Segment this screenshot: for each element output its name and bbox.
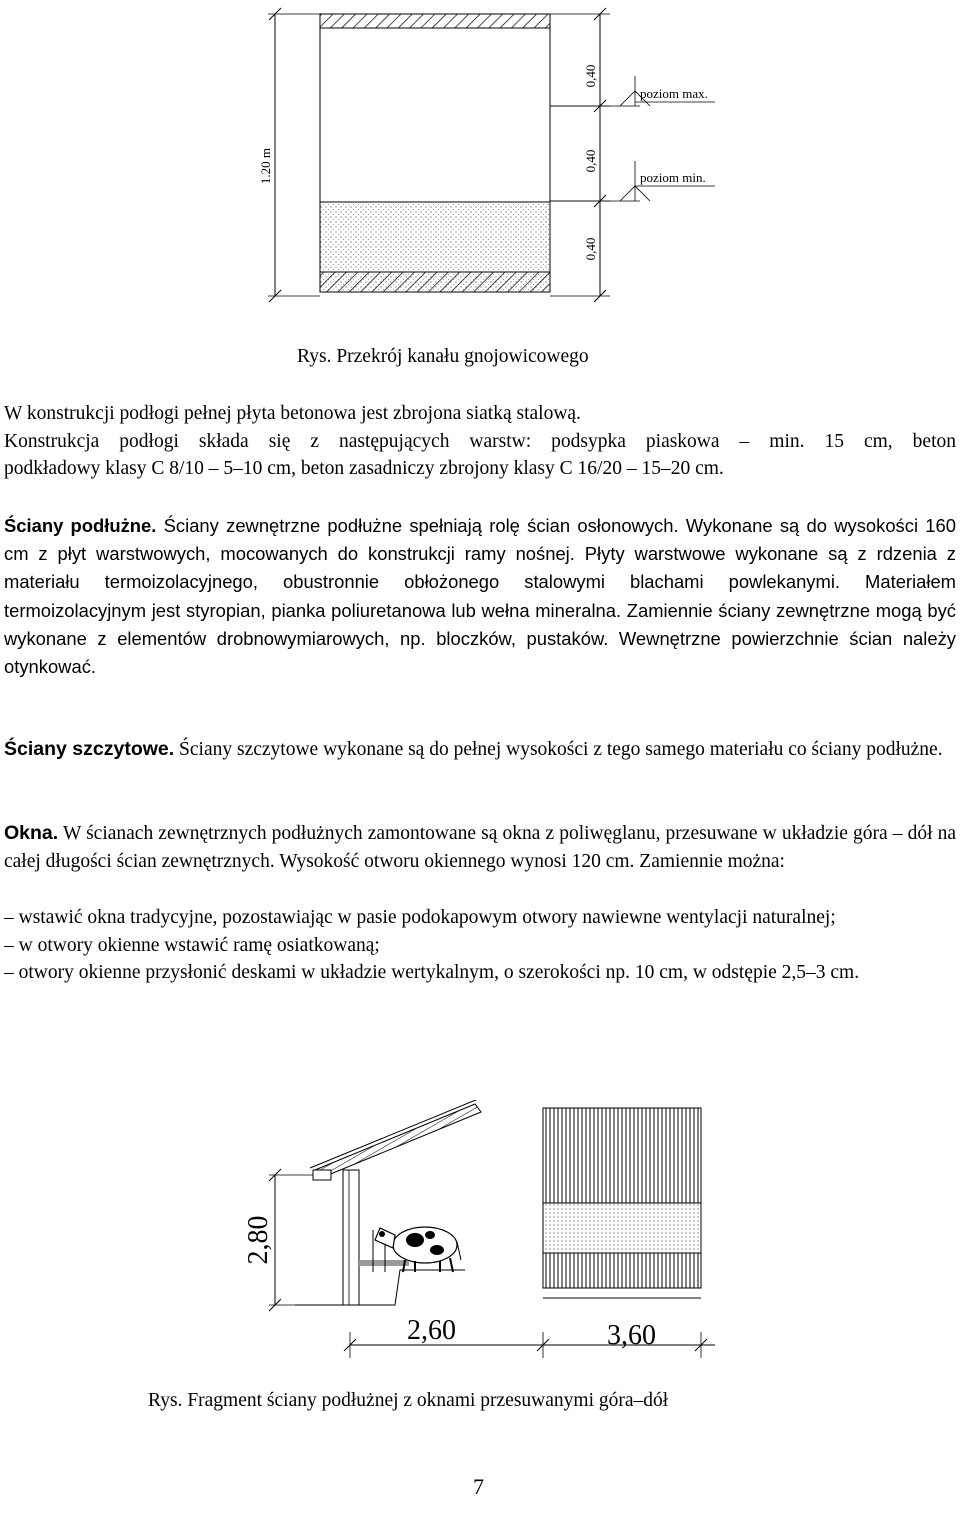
wall-column <box>343 1170 359 1305</box>
wall-cladding-bottom <box>543 1253 701 1288</box>
walls-long-text: Ściany zewnętrzne podłużne spełniają rolę ścian osłonowych. Wykonane są do wysokości 160 cm z płyt warstwowych, mocowanych do konstrukcji ramy nośnej. Płyty warstwowe wykonane są z rdzenia z materiału termoizolacyjnego, obustronnie obłożonego stalowymi blachami powlekanymi. Materiałem termoizolacyjnym jest styropian, pianka poliuretanowa lub wełna mineralna. Zamiennie ściany zewnętrzne mogą być wykonane z elementów drobnowymiarowych, np. bloczków, pustaków. Wewnętrzne powierzchnie ścian należy otynkować. <box>4 515 956 678</box>
windows-list-item: – otwory okienne przysłonić deskami w układzie wertykalnym, o szerokości np. 10 cm, w odstępie 2,5–3 cm. <box>4 962 860 983</box>
dim-seg-2: 0,40 <box>583 149 598 173</box>
walls-long-heading: Ściany podłużne. <box>4 515 157 536</box>
dim-right-label: 3,60 <box>607 1320 656 1351</box>
dim-seg-1: 0,40 <box>583 64 598 88</box>
floor-paragraph <box>4 400 956 483</box>
level-max-label: poziom max. <box>640 86 708 101</box>
dim-seg-3: 0,40 <box>583 237 598 261</box>
walls-gable-heading: Ściany szczytowe. <box>4 738 175 760</box>
figure2-caption: Rys. Fragment ściany podłużnej z oknami przesuwanymi góra–dół <box>148 1390 669 1411</box>
dim-total-label: 1.20 m <box>258 147 273 185</box>
walls-gable-paragraph <box>4 736 956 764</box>
wall-fragment-figure <box>225 1100 735 1400</box>
wall-cladding-top <box>543 1108 701 1203</box>
windows-list <box>4 904 956 987</box>
level-min-label: poziom min. <box>640 170 706 185</box>
walls-long-paragraph <box>4 512 956 681</box>
windows-list-item: – wstawić okna tradycyjne, pozostawiając w pasie podokapowym otwory nawiewne wentylacji naturalnej; <box>4 907 836 928</box>
manure-channel-section-figure <box>250 6 730 306</box>
walls-gable-text: Ściany szczytowe wykonane są do pełnej wysokości z tego samego materiału co ściany podłużne. <box>179 739 943 760</box>
floor-line-1: W konstrukcji podłogi pełnej płyta betonowa jest zbrojona siatką stalową. <box>4 403 581 424</box>
bottom-slab <box>320 272 550 292</box>
window-band <box>543 1203 701 1253</box>
windows-heading: Okna. <box>4 822 59 844</box>
top-slab <box>320 14 550 28</box>
windows-paragraph <box>4 820 956 875</box>
figure1-caption: Rys. Przekrój kanału gnojowicowego <box>297 346 589 367</box>
page-number: 7 <box>473 1474 484 1499</box>
floor-line-3: podkładowy klasy C 8/10 – 5–10 cm, beton zasadniczy zbrojony klasy C 16/20 – 15–20 cm. <box>4 458 724 479</box>
windows-list-item: – w otwory okienne wstawić ramę osiatkowaną; <box>4 934 380 956</box>
floor-line-2: Konstrukcja podłogi składa się z następujących warstw: podsypka piaskowa – min. 15 cm, beton <box>4 430 956 452</box>
roof-section <box>315 1104 481 1178</box>
dim-height-label: 2,80 <box>243 1215 274 1265</box>
dim-left-label: 2,60 <box>407 1315 456 1346</box>
windows-text: W ścianach zewnętrznych podłużnych zamontowane są okna z poliwęglanu, przesuwane w układzie góra – dół na całej długości ścian zewnętrznych. Wysokość otworu okiennego wynosi 120 cm. Zamiennie można: <box>4 823 956 872</box>
